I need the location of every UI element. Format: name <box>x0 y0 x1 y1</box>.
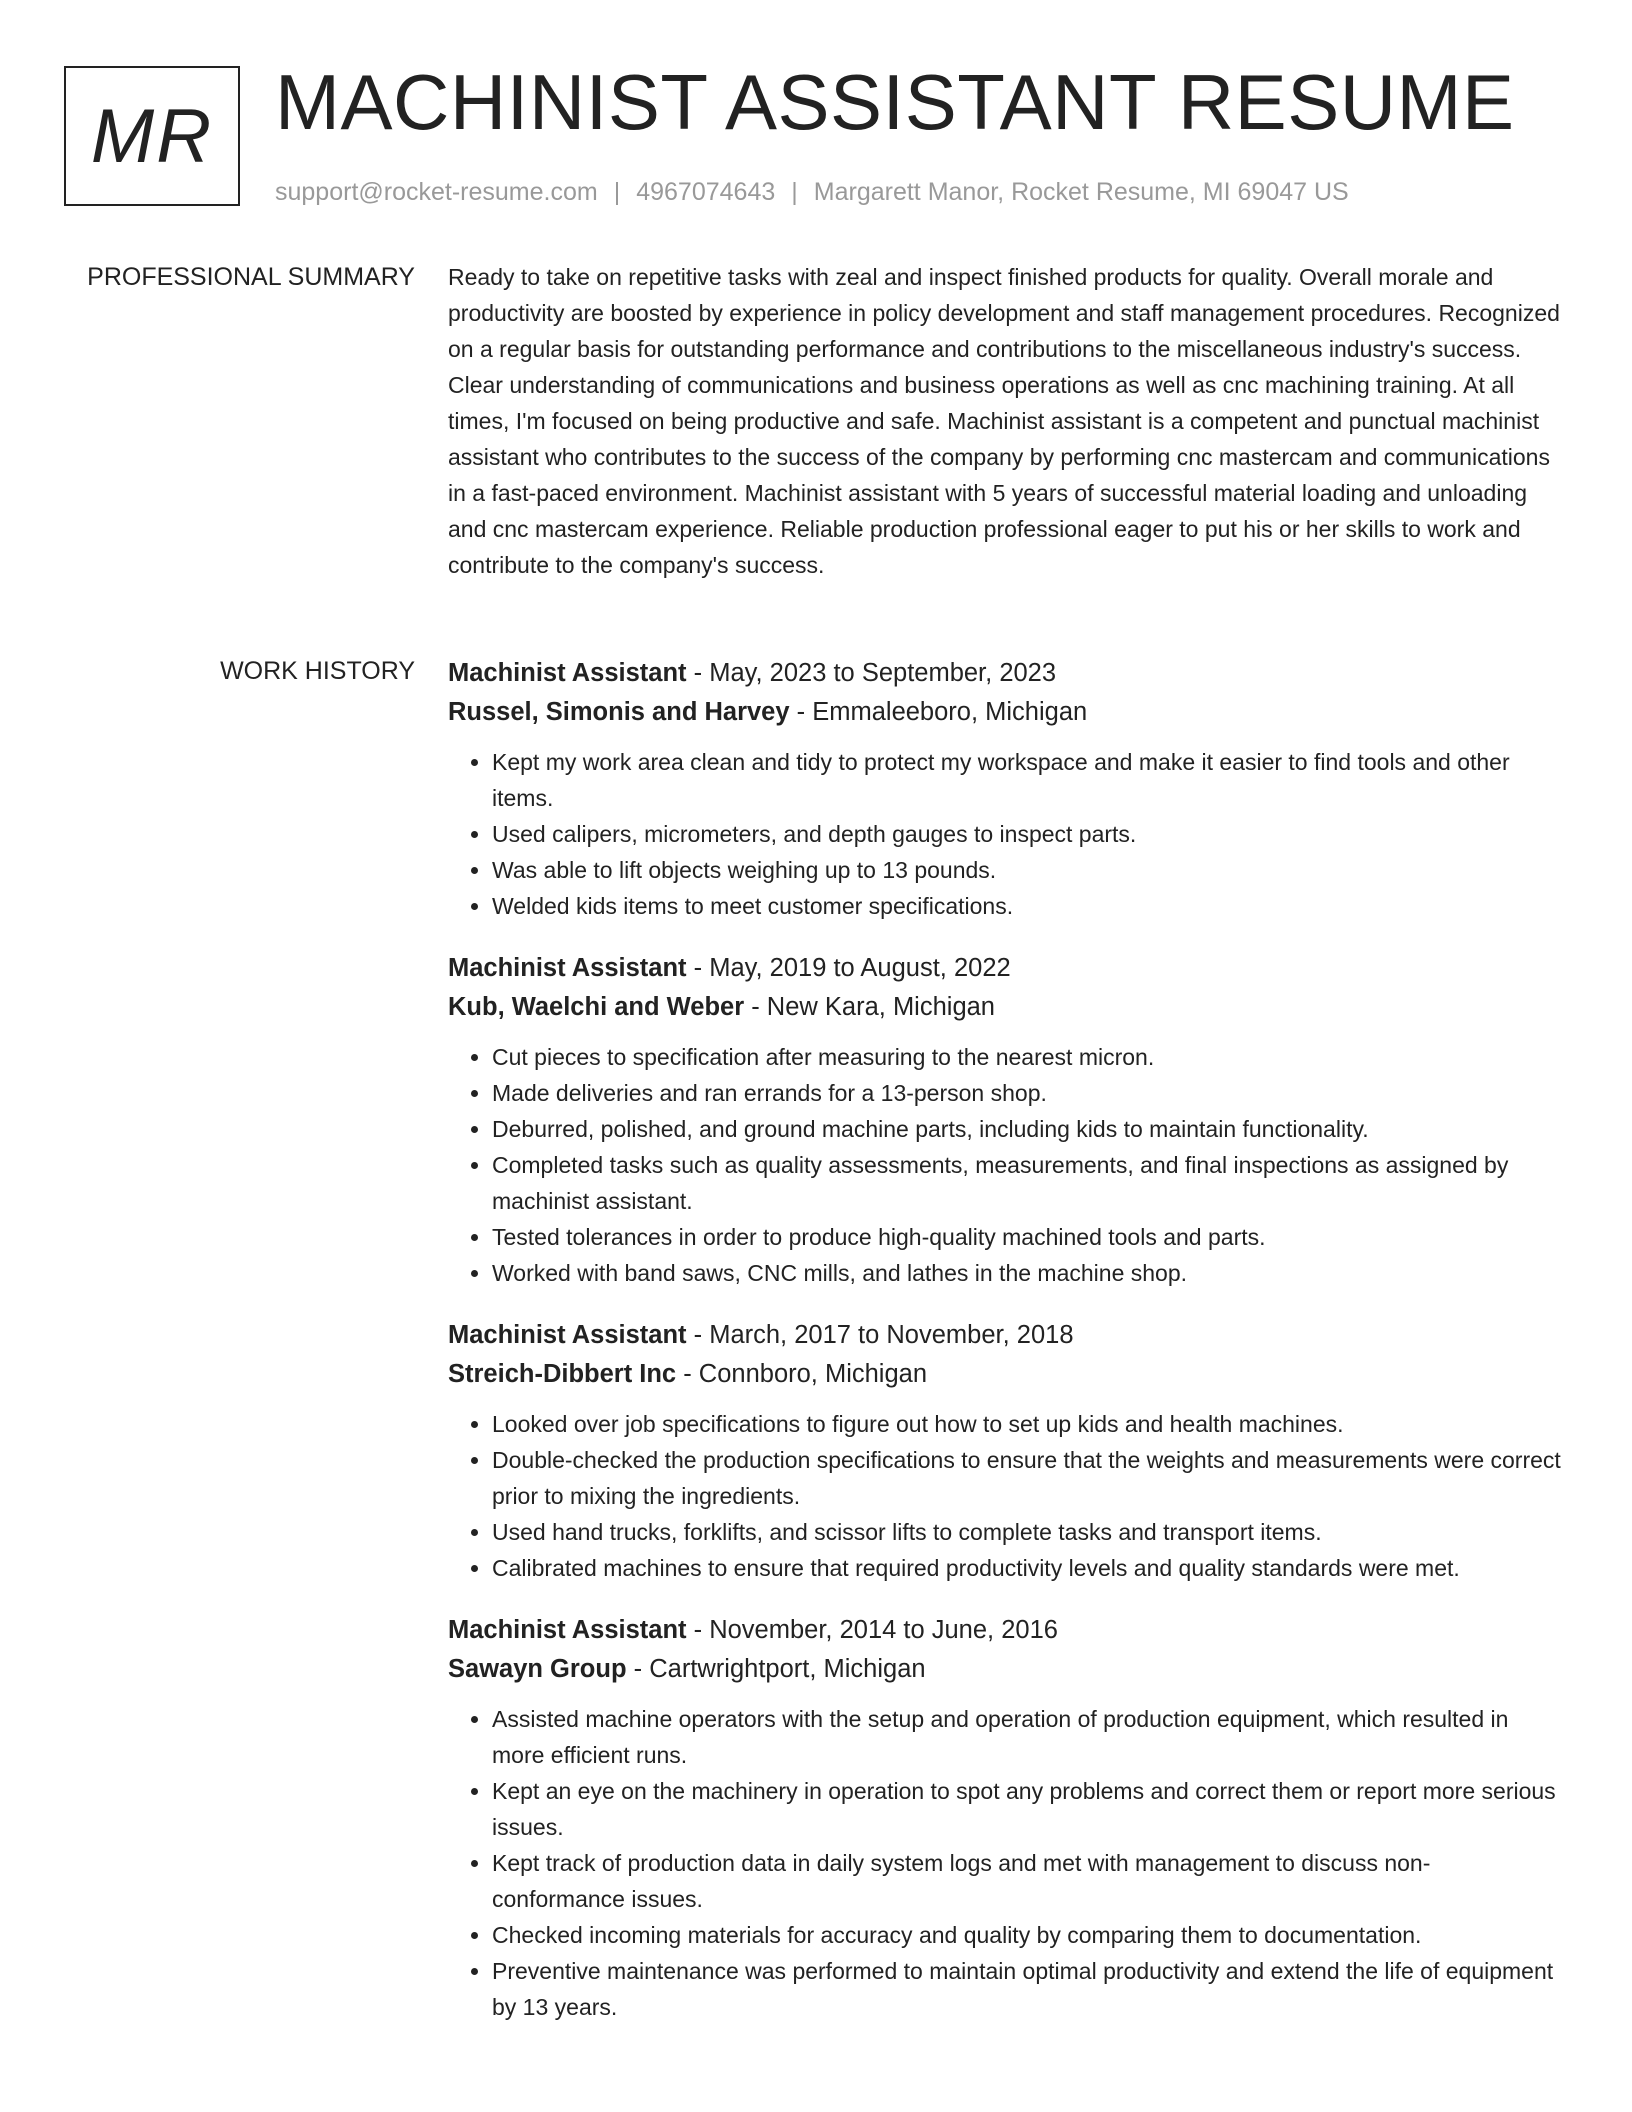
job-bullet-list <box>448 1701 1563 2025</box>
job-location: - New Kara, Michigan <box>751 993 995 1021</box>
job-bullet: • Tested tolerances in order to produce high-quality machined tools and parts. <box>492 1219 1563 1255</box>
job-bullet: • Preventive maintenance was performed to maintain optimal productivity and extend the life of equipment by 13 years. <box>492 1953 1563 2025</box>
job-employer <box>448 1650 1563 1688</box>
job-dates: - May, 2023 to September, 2023 <box>693 659 1057 687</box>
job-bullet-list <box>448 1406 1563 1586</box>
job-entry <box>448 948 1563 1291</box>
job-title: Machinist Assistant <box>448 1321 687 1349</box>
summary-text: Ready to take on repetitive tasks with zeal and inspect finished products for quality. Overall morale and productivity are boosted by experience in policy development and staff management procedures. Recognized on a regular basis for outstanding performance and contributions to the miscellaneous industry's success. Clear understanding of communications and business operations as well as cnc machining training. At all times, I'm focused on being productive and safe. Machinist assistant is a competent and punctual machinist assistant who contributes to the success of the company by performing cnc mastercam and communications in a fast-paced environment. Machinist assistant with 5 years of successful material loading and unloading and cnc mastercam experience. Reliable production professional eager to put his or her skills to work and contribute to the company's success. <box>448 264 1560 578</box>
job-bullet: • Double-checked the production specifications to ensure that the weights and measurements were correct prior to mixing the ingredients. <box>492 1442 1563 1514</box>
job-bullet: • Cut pieces to specification after measuring to the nearest micron. <box>492 1039 1563 1075</box>
job-bullet: • Made deliveries and ran errands for a 13-person shop. <box>492 1075 1563 1111</box>
job-entry <box>448 1610 1563 2025</box>
job-bullet: • Checked incoming materials for accuracy and quality by comparing them to documentation. <box>492 1917 1563 1953</box>
job-location: - Emmaleeboro, Michigan <box>796 698 1088 726</box>
contact-email: support@rocket-resume.com <box>275 178 598 206</box>
job-bullet: • Calibrated machines to ensure that required productivity levels and quality standards were met. <box>492 1550 1563 1586</box>
job-bullet: • Used calipers, micrometers, and depth gauges to inspect parts. <box>492 816 1563 852</box>
job-dates: - March, 2017 to November, 2018 <box>693 1321 1074 1349</box>
job-entry <box>448 1315 1563 1586</box>
contact-separator: | <box>791 178 798 206</box>
contact-separator: | <box>613 178 621 206</box>
job-title: Machinist Assistant <box>448 1616 687 1644</box>
job-bullet-list <box>448 1039 1563 1291</box>
section-label-work-history: WORK HISTORY <box>220 657 415 685</box>
job-dates: - May, 2019 to August, 2022 <box>693 954 1011 982</box>
job-bullet: • Kept track of production data in daily system logs and met with management to discuss non-conformance issues. <box>492 1845 1563 1917</box>
job-bullet: • Welded kids items to meet customer specifications. <box>492 888 1563 924</box>
job-heading <box>448 653 1563 693</box>
job-title: Machinist Assistant <box>448 954 687 982</box>
job-entry <box>448 653 1563 924</box>
job-company: Kub, Waelchi and Weber <box>448 993 745 1021</box>
monogram-box <box>64 66 240 206</box>
job-employer <box>448 988 1563 1026</box>
job-company: Streich-Dibbert Inc <box>448 1360 677 1388</box>
job-title: Machinist Assistant <box>448 659 687 687</box>
job-employer <box>448 693 1563 731</box>
job-bullet: • Used hand trucks, forklifts, and scissor lifts to complete tasks and transport items. <box>492 1514 1563 1550</box>
job-heading <box>448 1610 1563 1650</box>
job-bullet: • Kept my work area clean and tidy to protect my workspace and make it easier to find tools and other items. <box>492 744 1563 816</box>
job-location: - Cartwrightport, Michigan <box>633 1655 926 1683</box>
contact-address: Margarett Manor, Rocket Resume, MI 69047 US <box>813 178 1349 206</box>
job-employer <box>448 1355 1563 1393</box>
section-label-summary: PROFESSIONAL SUMMARY <box>87 263 415 291</box>
job-dates: - November, 2014 to June, 2016 <box>693 1616 1058 1644</box>
contact-phone: 4967074643 <box>636 178 776 206</box>
job-company: Sawayn Group <box>448 1655 627 1683</box>
job-bullet-list <box>448 744 1563 924</box>
job-bullet: • Looked over job specifications to figure out how to set up kids and health machines. <box>492 1406 1563 1442</box>
job-company: Russel, Simonis and Harvey <box>448 698 790 726</box>
job-bullet: • Worked with band saws, CNC mills, and lathes in the machine shop. <box>492 1255 1563 1291</box>
job-bullet: • Assisted machine operators with the setup and operation of production equipment, which resulted in more efficient runs. <box>492 1701 1563 1773</box>
job-list <box>448 653 1563 2049</box>
job-bullet: • Completed tasks such as quality assessments, measurements, and final inspections as assigned by machinist assistant. <box>492 1147 1563 1219</box>
job-heading <box>448 1315 1563 1355</box>
monogram-initials: MR <box>90 93 214 179</box>
job-heading <box>448 948 1563 988</box>
resume-title: MACHINIST ASSISTANT RESUME <box>275 58 1515 146</box>
job-bullet: • Was able to lift objects weighing up to 13 pounds. <box>492 852 1563 888</box>
job-location: - Connboro, Michigan <box>683 1360 928 1388</box>
job-bullet: • Kept an eye on the machinery in operation to spot any problems and correct them or report more serious issues. <box>492 1773 1563 1845</box>
job-bullet: • Deburred, polished, and ground machine parts, including kids to maintain functionality. <box>492 1111 1563 1147</box>
contact-line <box>275 174 1349 210</box>
